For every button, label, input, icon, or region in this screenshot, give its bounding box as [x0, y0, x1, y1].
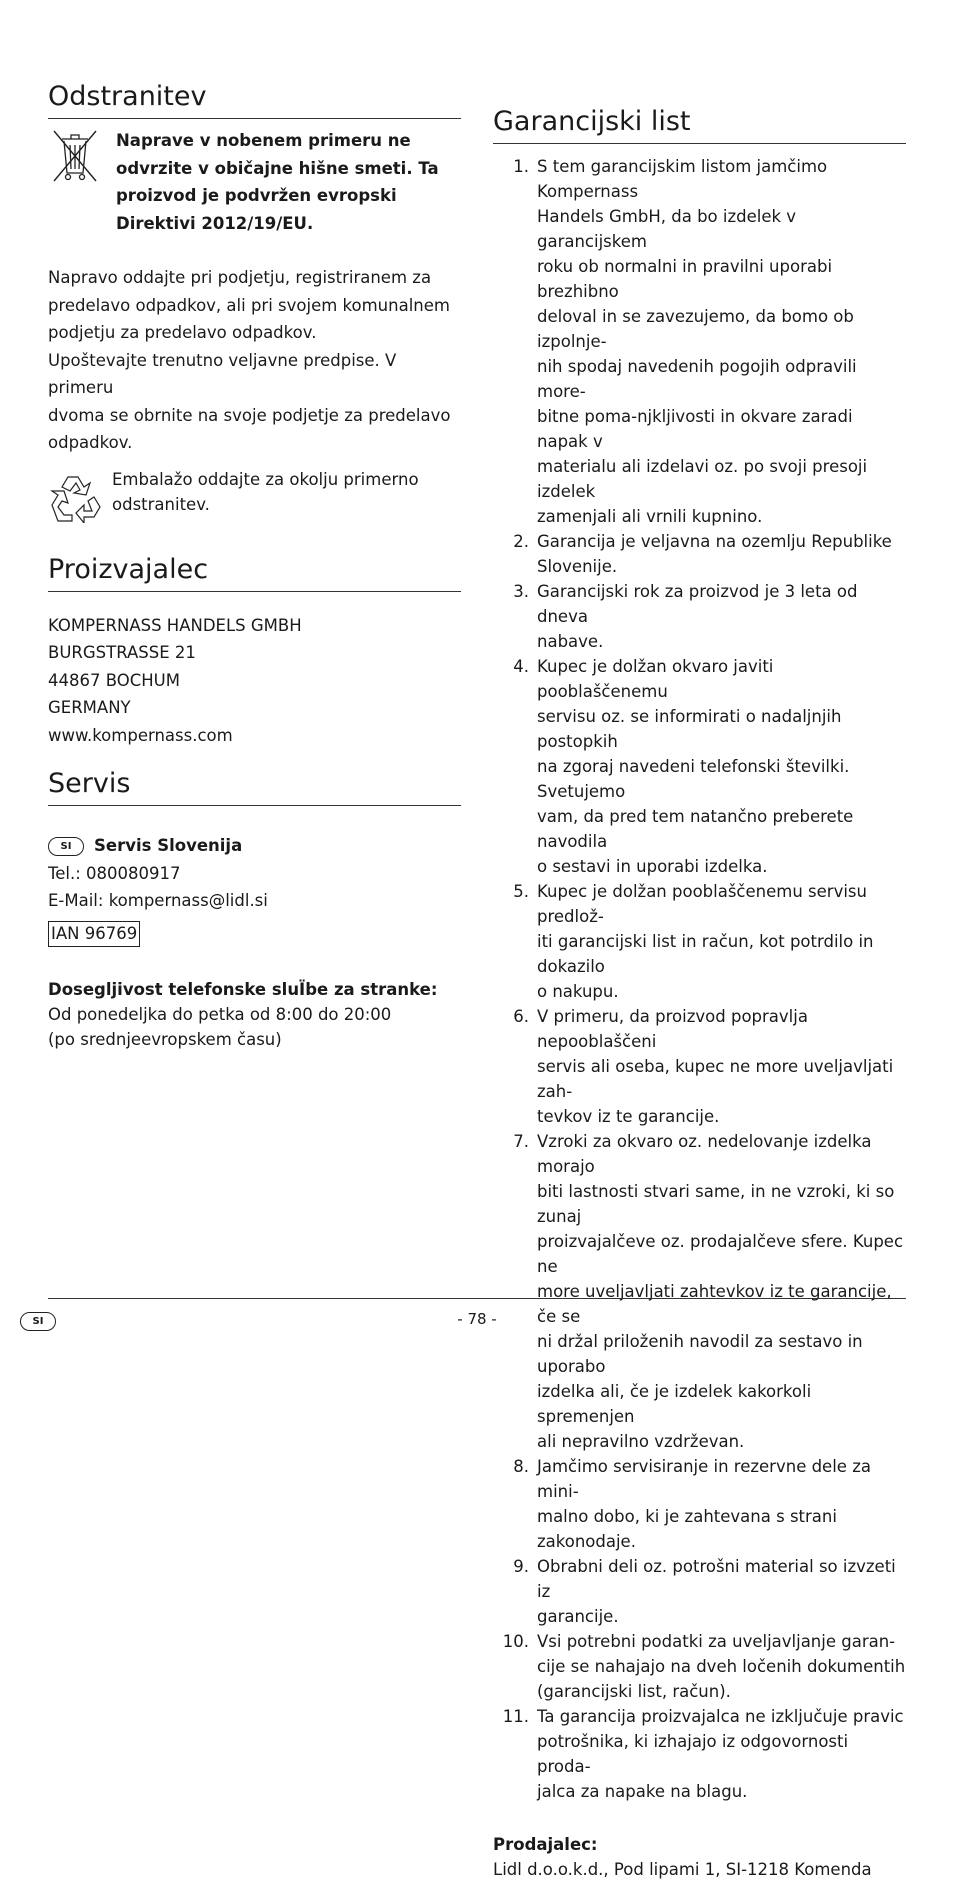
- crossed-bin-icon: [48, 127, 116, 187]
- warranty-item: [493, 154, 906, 529]
- disposal-line: podjetju za predelavo odpadkov.: [48, 323, 317, 342]
- warranty-item-line: ali nepravilno vzdrževan.: [537, 1432, 745, 1451]
- warranty-item-line: more uveljavljati zahtevkov iz te garancije, če se: [537, 1282, 892, 1326]
- page-number: - 78 -: [457, 1310, 497, 1328]
- footer-divider: [48, 1298, 906, 1299]
- address-line: GERMANY: [48, 698, 131, 717]
- weee-line-1: Naprave v nobenem primeru ne: [116, 131, 411, 150]
- section-title-servis: Servis: [48, 765, 461, 806]
- right-column: [493, 103, 906, 1882]
- disposal-line: Upoštevajte trenutno veljavne predpise. V primeru: [48, 350, 397, 397]
- warranty-item-line: Slovenije.: [537, 557, 618, 576]
- warranty-item-line: malno dobo, ki je zahtevana s strani zakonodaje.: [537, 1507, 837, 1551]
- warranty-item-line: (garancijski list, račun).: [537, 1682, 731, 1701]
- warranty-item-line: tevkov iz te garancije.: [537, 1107, 720, 1126]
- packaging-line: odstranitev.: [112, 494, 210, 514]
- disposal-line: Napravo oddajte pri podjetju, registriranem za: [48, 268, 432, 287]
- warranty-item-number: 10.: [502, 1632, 529, 1651]
- warranty-item-line: jalca za napake na blagu.: [537, 1782, 748, 1801]
- seller-heading: Prodajalec:: [493, 1835, 598, 1854]
- warranty-item-line: o nakupu.: [537, 982, 619, 1001]
- warranty-item-number: 1.: [513, 157, 529, 176]
- seller-info: [493, 1832, 906, 1882]
- warranty-item: [493, 1629, 906, 1704]
- warranty-item-line: proizvajalčeve oz. prodajalčeve sfere. Kupec ne: [537, 1232, 904, 1276]
- warranty-item-line: Vzroki za okvaro oz. nedelovanje izdelka morajo: [537, 1132, 872, 1176]
- section-title-odstranitev: Odstranitev: [48, 78, 461, 119]
- left-column: [48, 78, 461, 1052]
- warranty-item-line: materialu ali izdelavi oz. po svoji presoji izdelek: [537, 457, 868, 501]
- warranty-item: [493, 529, 906, 579]
- warranty-item: [493, 1704, 906, 1804]
- address-line: KOMPERNASS HANDELS GMBH: [48, 615, 302, 635]
- warranty-item-line: Obrabni deli oz. potrošni material so izvzeti iz: [537, 1557, 896, 1601]
- warranty-item-line: servisu oz. se informirati o nadaljnjih postopkih: [537, 707, 842, 751]
- warranty-item-number: 7.: [513, 1132, 529, 1151]
- availability: [48, 977, 461, 1052]
- warranty-item-line: roku ob normalni in pravilni uporabi brezhibno: [537, 257, 833, 301]
- warranty-item-line: iti garancijski list in račun, kot potrdilo in dokazilo: [537, 932, 874, 976]
- packaging-line: Embalažo oddajte za okolju primerno: [112, 469, 419, 489]
- manufacturer-address: [48, 612, 461, 750]
- service-phone: Tel.: 080080917: [48, 863, 181, 883]
- weee-line-2: odvrzite v običajne hišne smeti. Ta: [116, 158, 439, 178]
- warranty-item-line: Handels GmbH, da bo izdelek v garancijskem: [537, 207, 797, 251]
- country-badge: SI: [48, 837, 84, 856]
- packaging-text: [112, 467, 419, 517]
- weee-line-3: proizvod je podvržen evropski: [116, 186, 397, 205]
- warranty-item-line: izdelka ali, če je izdelek kakorkoli spremenjen: [537, 1382, 812, 1426]
- warranty-item: [493, 1004, 906, 1129]
- warranty-item: [493, 579, 906, 654]
- weee-line-4: Direktivi 2012/19/EU.: [116, 213, 314, 233]
- disposal-line: predelavo odpadkov, ali pri svojem komunalnem: [48, 295, 450, 315]
- warranty-item-line: Vsi potrebni podatki za uveljavljanje garan-: [537, 1632, 896, 1651]
- availability-line: (po srednjeevropskem času): [48, 1029, 282, 1049]
- warranty-item: [493, 1554, 906, 1629]
- warranty-item-line: cije se nahajajo na dveh ločenih dokumentih: [537, 1657, 906, 1676]
- packaging-note: [48, 471, 461, 527]
- warranty-item-number: 5.: [513, 882, 529, 901]
- warranty-item-line: garancije.: [537, 1607, 619, 1626]
- warranty-item-number: 9.: [513, 1557, 529, 1576]
- footer-country-badge: SI: [20, 1312, 56, 1331]
- warranty-item-number: 2.: [513, 532, 529, 551]
- availability-heading: Dosegljivost telefonske sluÏbe za stranke:: [48, 979, 438, 999]
- warranty-item-number: 8.: [513, 1457, 529, 1476]
- warranty-item-number: 4.: [513, 657, 529, 676]
- recycle-icon: [48, 471, 112, 527]
- warranty-item: [493, 1454, 906, 1554]
- warranty-item-line: o sestavi in uporabi izdelka.: [537, 857, 768, 876]
- warranty-item: [493, 879, 906, 1004]
- address-line: 44867 BOCHUM: [48, 670, 180, 690]
- manufacturer-website: www.kompernass.com: [48, 725, 233, 745]
- warranty-item-line: na zgoraj navedeni telefonski številki. Svetujemo: [537, 757, 850, 801]
- warranty-item-line: V primeru, da proizvod popravlja nepooblaščeni: [537, 1007, 808, 1051]
- service-info: [48, 832, 461, 947]
- section-title-garancijski-list: Garancijski list: [493, 103, 906, 144]
- warranty-item-line: Ta garancija proizvajalca ne izključuje pravic: [537, 1707, 904, 1726]
- warranty-item-line: nih spodaj navedenih pogojih odpravili more-: [537, 357, 857, 401]
- warranty-item-number: 6.: [513, 1007, 529, 1026]
- weee-warning-text: [116, 127, 439, 237]
- section-title-proizvajalec: Proizvajalec: [48, 551, 461, 592]
- warranty-item-number: 3.: [513, 582, 529, 601]
- warranty-item-line: vam, da pred tem natančno preberete navodila: [537, 807, 854, 851]
- service-name: Servis Slovenija: [94, 836, 243, 855]
- warranty-item-number: 11.: [502, 1707, 529, 1726]
- weee-warning: [48, 127, 461, 237]
- address-line: BURGSTRASSE 21: [48, 643, 196, 662]
- warranty-item-line: Garancija je veljavna na ozemlju Republike: [537, 532, 892, 551]
- disposal-line: odpadkov.: [48, 433, 133, 452]
- warranty-item-line: Kupec je dolžan pooblaščenemu servisu predlož-: [537, 882, 867, 926]
- disposal-line: dvoma se obrnite na svoje podjetje za predelavo: [48, 405, 451, 425]
- warranty-item-line: ni držal priloženih navodil za sestavo in uporabo: [537, 1332, 863, 1376]
- warranty-item: [493, 654, 906, 879]
- warranty-item: [493, 1129, 906, 1454]
- warranty-item-line: S tem garancijskim listom jamčimo Kompernass: [537, 157, 828, 201]
- warranty-item-line: Garancijski rok za proizvod je 3 leta od dneva: [537, 582, 858, 626]
- warranty-item-line: potrošnika, ki izhajajo iz odgovornosti proda-: [537, 1732, 849, 1776]
- warranty-item-line: nabave.: [537, 632, 604, 651]
- warranty-item-line: Kupec je dolžan okvaro javiti pooblaščenemu: [537, 657, 774, 701]
- service-name-row: [48, 832, 461, 860]
- warranty-item-line: zamenjali ali vrnili kupnino.: [537, 507, 763, 526]
- disposal-paragraph: [48, 264, 461, 457]
- warranty-item-line: bitne poma-njkljivosti in okvare zaradi napak v: [537, 407, 853, 451]
- warranty-item-line: biti lastnosti stvari same, in ne vzroki, ki so zunaj: [537, 1182, 895, 1226]
- seller-address: Lidl d.o.o.k.d., Pod lipami 1, SI-1218 Komenda: [493, 1860, 872, 1879]
- ian-number: IAN 96769: [48, 921, 140, 947]
- service-email: E-Mail: kompernass@lidl.si: [48, 891, 268, 910]
- warranty-item-line: deloval in se zavezujemo, da bomo ob izpolnje-: [537, 307, 854, 351]
- warranty-item-line: servis ali oseba, kupec ne more uveljavljati zah-: [537, 1057, 894, 1101]
- warranty-list: [493, 154, 906, 1804]
- warranty-item-line: Jamčimo servisiranje in rezervne dele za mini-: [537, 1457, 871, 1501]
- availability-line: Od ponedeljka do petka od 8:00 do 20:00: [48, 1004, 392, 1024]
